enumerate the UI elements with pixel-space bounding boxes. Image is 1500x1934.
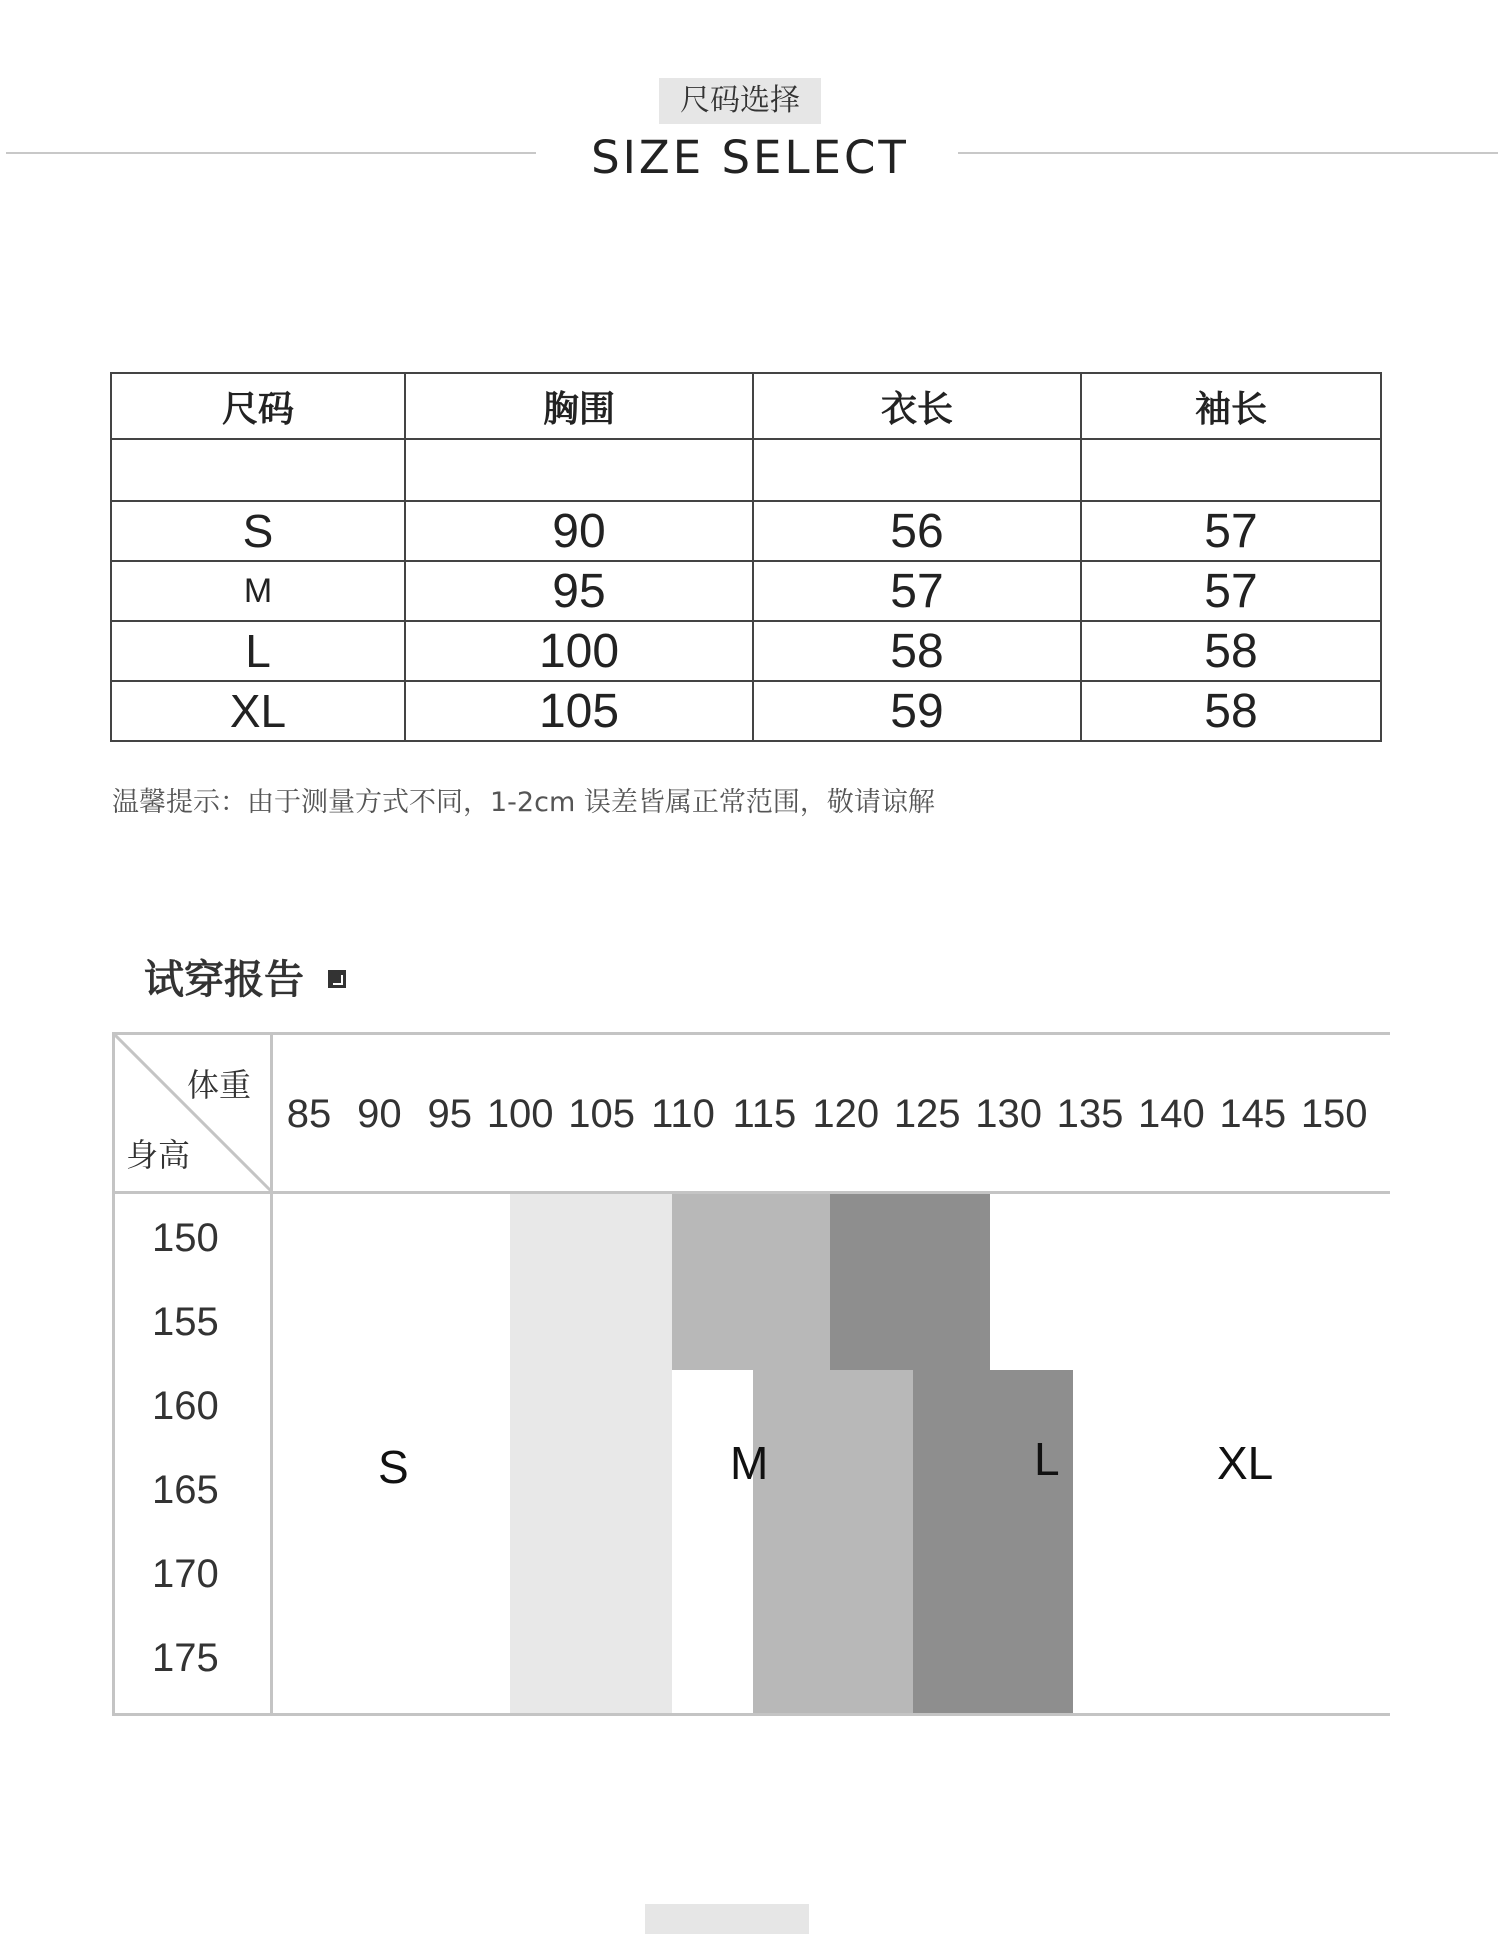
weight-label: 95 (427, 1092, 473, 1136)
weight-label: 140 (1138, 1092, 1205, 1136)
weight-label: 150 (1300, 1092, 1368, 1136)
size-cell: L (111, 621, 405, 681)
zone-m-mid (753, 1370, 913, 1713)
size-table (110, 372, 1382, 742)
weight-label: 130 (975, 1092, 1042, 1136)
weight-label: 85 (286, 1092, 332, 1136)
zone-l (913, 1370, 1073, 1713)
table-row (111, 621, 1381, 681)
report-title: 试穿报告 (144, 957, 304, 1003)
header-size: 尺码 (111, 373, 405, 439)
length-cell: 59 (753, 681, 1081, 741)
weight-label: 125 (893, 1092, 961, 1136)
header-chest: 胸围 (405, 373, 753, 439)
size-cell: S (111, 501, 405, 561)
table-row (111, 561, 1381, 621)
arrow-box-icon (328, 970, 346, 988)
weight-label: 110 (651, 1092, 715, 1136)
zone-label-m: M (730, 1437, 769, 1489)
header-length: 衣长 (753, 373, 1081, 439)
chest-cell: 105 (405, 681, 753, 741)
length-cell: 57 (753, 561, 1081, 621)
weight-label: 135 (1056, 1092, 1124, 1136)
table-row (111, 681, 1381, 741)
measurement-note: 温馨提示：由于测量方式不同，1-2cm 误差皆属正常范围，敬请谅解 (112, 787, 935, 818)
header-rule-right (958, 152, 1498, 154)
size-cell: M (111, 561, 405, 621)
section-title-cn: 尺码选择 (659, 78, 821, 124)
corner-weight-label: 体重 (187, 1066, 252, 1104)
height-label: 165 (152, 1468, 219, 1512)
sleeve-cell: 58 (1081, 681, 1381, 741)
length-cell: 56 (753, 501, 1081, 561)
weight-label: 105 (568, 1092, 635, 1136)
size-cell: XL (111, 681, 405, 741)
weight-label: 90 (357, 1092, 402, 1136)
header-sleeve: 袖长 (1081, 373, 1381, 439)
zone-m-light-shelf (510, 1194, 592, 1432)
height-label: 175 (152, 1636, 219, 1680)
corner-height-label: 身高 (126, 1136, 191, 1174)
zone-label-xl: XL (1217, 1437, 1274, 1489)
zone-label-l: L (1034, 1433, 1060, 1485)
height-label: 160 (152, 1384, 219, 1428)
length-cell: 58 (753, 621, 1081, 681)
sleeve-cell: 58 (1081, 621, 1381, 681)
weight-label: 115 (732, 1092, 797, 1136)
height-label: 155 (152, 1300, 219, 1344)
fit-chart (112, 1032, 1390, 1716)
sleeve-cell: 57 (1081, 501, 1381, 561)
header-rule-left (6, 152, 536, 154)
zone-label-s: S (378, 1441, 409, 1493)
table-blank-row (111, 439, 1381, 501)
weight-label: 120 (812, 1092, 880, 1136)
zone-m-mid-top (672, 1194, 830, 1370)
section-title-en: SIZE SELECT (591, 131, 909, 184)
chest-cell: 90 (405, 501, 753, 561)
table-row (111, 501, 1381, 561)
sleeve-cell: 57 (1081, 561, 1381, 621)
chest-cell: 95 (405, 561, 753, 621)
chest-cell: 100 (405, 621, 753, 681)
weight-label: 145 (1219, 1092, 1287, 1136)
zone-l-top (830, 1194, 990, 1370)
height-label: 170 (152, 1552, 219, 1596)
table-header-row (111, 373, 1381, 439)
weight-label: 100 (486, 1092, 554, 1136)
height-label: 150 (152, 1216, 219, 1260)
next-section-tab (645, 1904, 809, 1934)
